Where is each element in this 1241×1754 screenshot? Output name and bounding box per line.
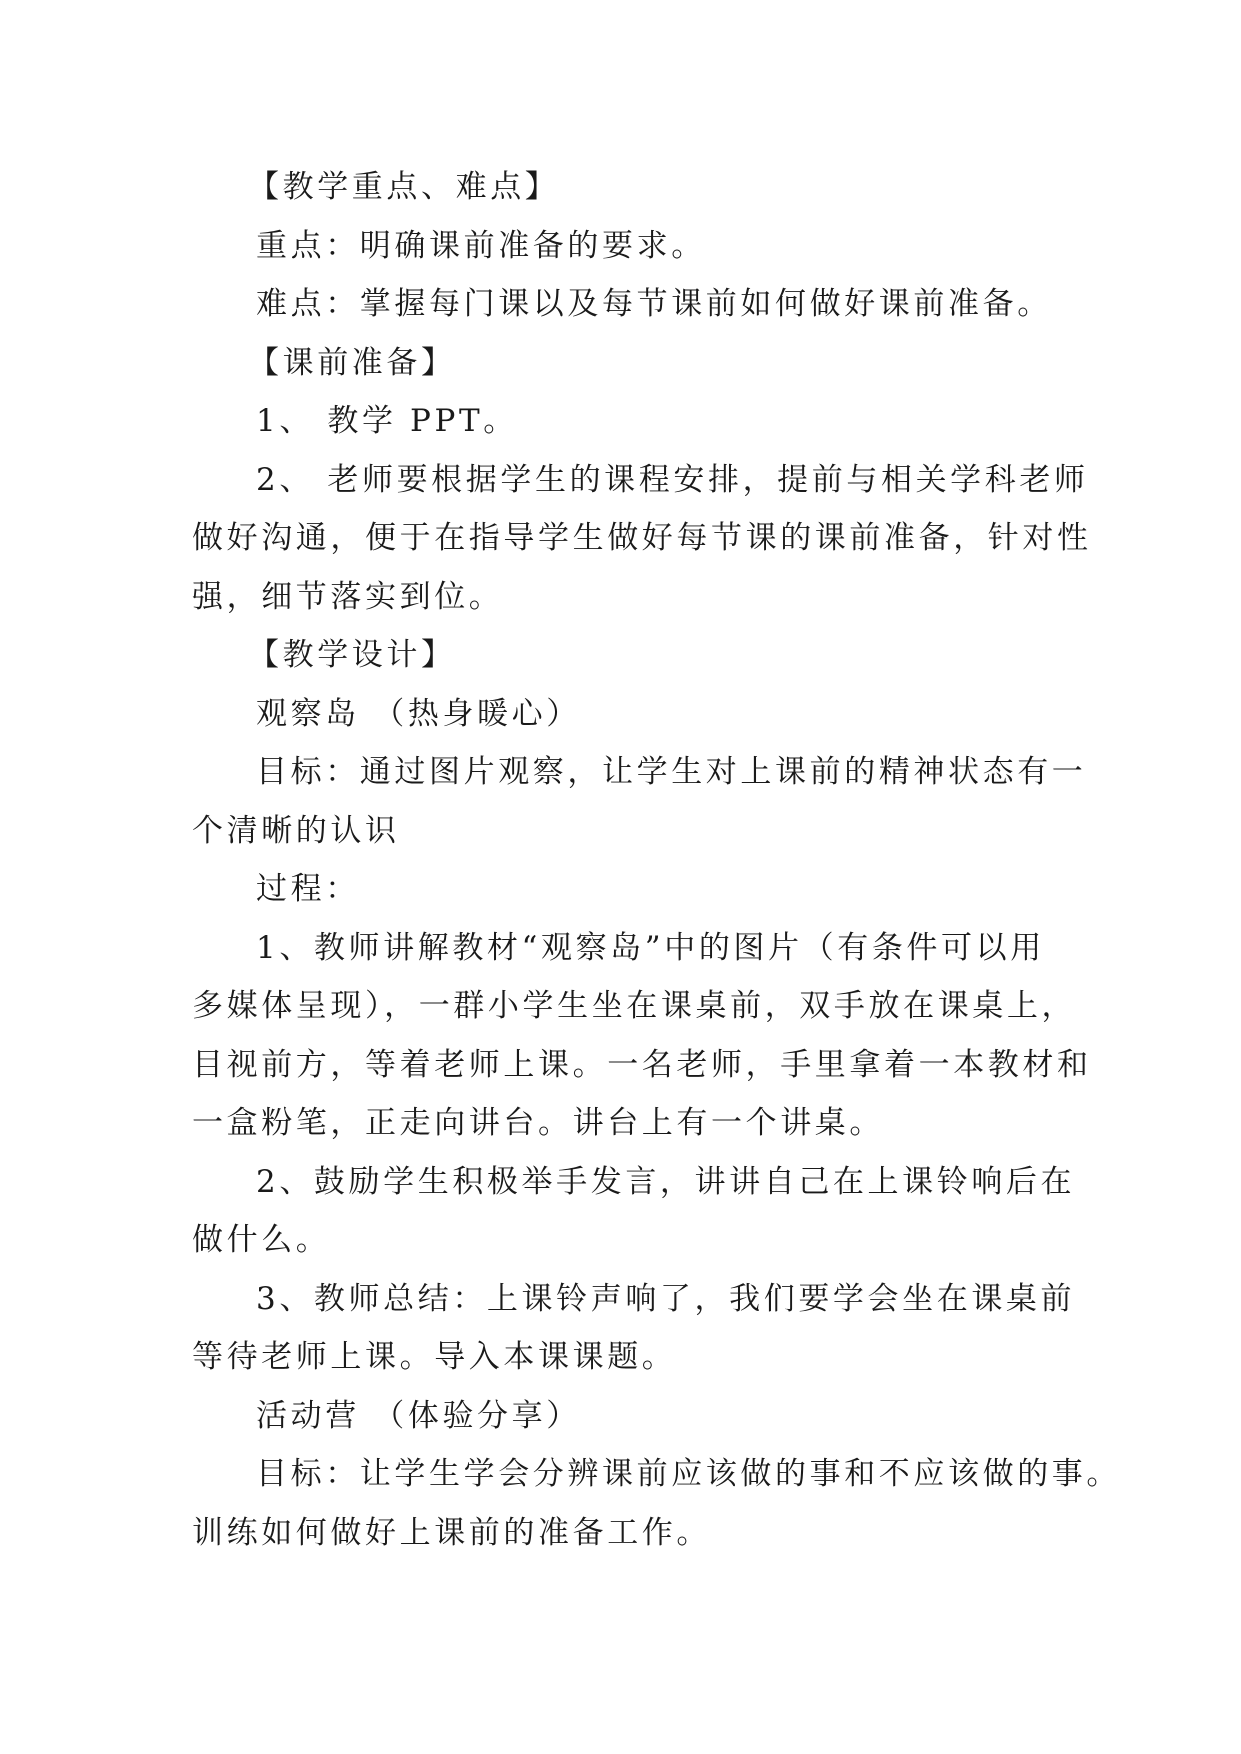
- subsection-heading-activity: 活动营 （体验分享）: [256, 1397, 581, 1434]
- section-heading-teaching-design: 【教学设计】: [248, 637, 456, 673]
- process-step-2: 2、鼓励学生积极举手发言，讲讲自己在上课铃响后在: [256, 1163, 1076, 1200]
- document-page: [192, 158, 1121, 1562]
- paragraph-line: 个清晰的认识: [192, 812, 400, 849]
- paragraph-line: 一盒粉笔，正走向讲台。讲台上有一个讲桌。: [192, 1105, 884, 1141]
- paragraph-line-difficulty: 难点：掌握每门课以及每节课前如何做好课前准备。: [256, 286, 1052, 322]
- process-step-1: 1、教师讲解教材“观察岛”中的图片（有条件可以用: [256, 929, 1045, 966]
- paragraph-line: 多媒体呈现），一群小学生坐在课桌前，双手放在课桌上，: [192, 988, 1077, 1024]
- section-heading-preparation: 【课前准备】: [248, 344, 456, 381]
- paragraph-line: 做好沟通，便于在指导学生做好每节课的课前准备，针对性: [192, 520, 1092, 556]
- paragraph-line: 强，细节落实到位。: [192, 578, 504, 615]
- section-heading-key-points: 【教学重点、难点】: [248, 169, 560, 205]
- process-step-3: 3、教师总结：上课铃声响了，我们要学会坐在课桌前: [256, 1280, 1076, 1317]
- paragraph-line-goal: 目标：让学生学会分辨课前应该做的事和不应该做的事。: [256, 1456, 1121, 1492]
- paragraph-line: 做什么。: [192, 1222, 331, 1258]
- paragraph-line-process: 过程：: [256, 871, 360, 907]
- paragraph-line: 等待老师上课。导入本课课题。: [192, 1339, 677, 1375]
- paragraph-line: 目视前方，等着老师上课。一名老师，手里拿着一本教材和: [192, 1046, 1092, 1083]
- paragraph-line: 训练如何做好上课前的准备工作。: [192, 1514, 711, 1551]
- subsection-heading-observation: 观察岛 （热身暖心）: [256, 695, 581, 732]
- paragraph-line-focus: 重点：明确课前准备的要求。: [256, 227, 706, 264]
- list-item-2: 2、 老师要根据学生的课程安排，提前与相关学科老师: [256, 461, 1089, 498]
- list-item-1: 1、 教学 PPT。: [256, 403, 518, 439]
- paragraph-line-goal: 目标：通过图片观察，让学生对上课前的精神状态有一: [256, 754, 1087, 790]
